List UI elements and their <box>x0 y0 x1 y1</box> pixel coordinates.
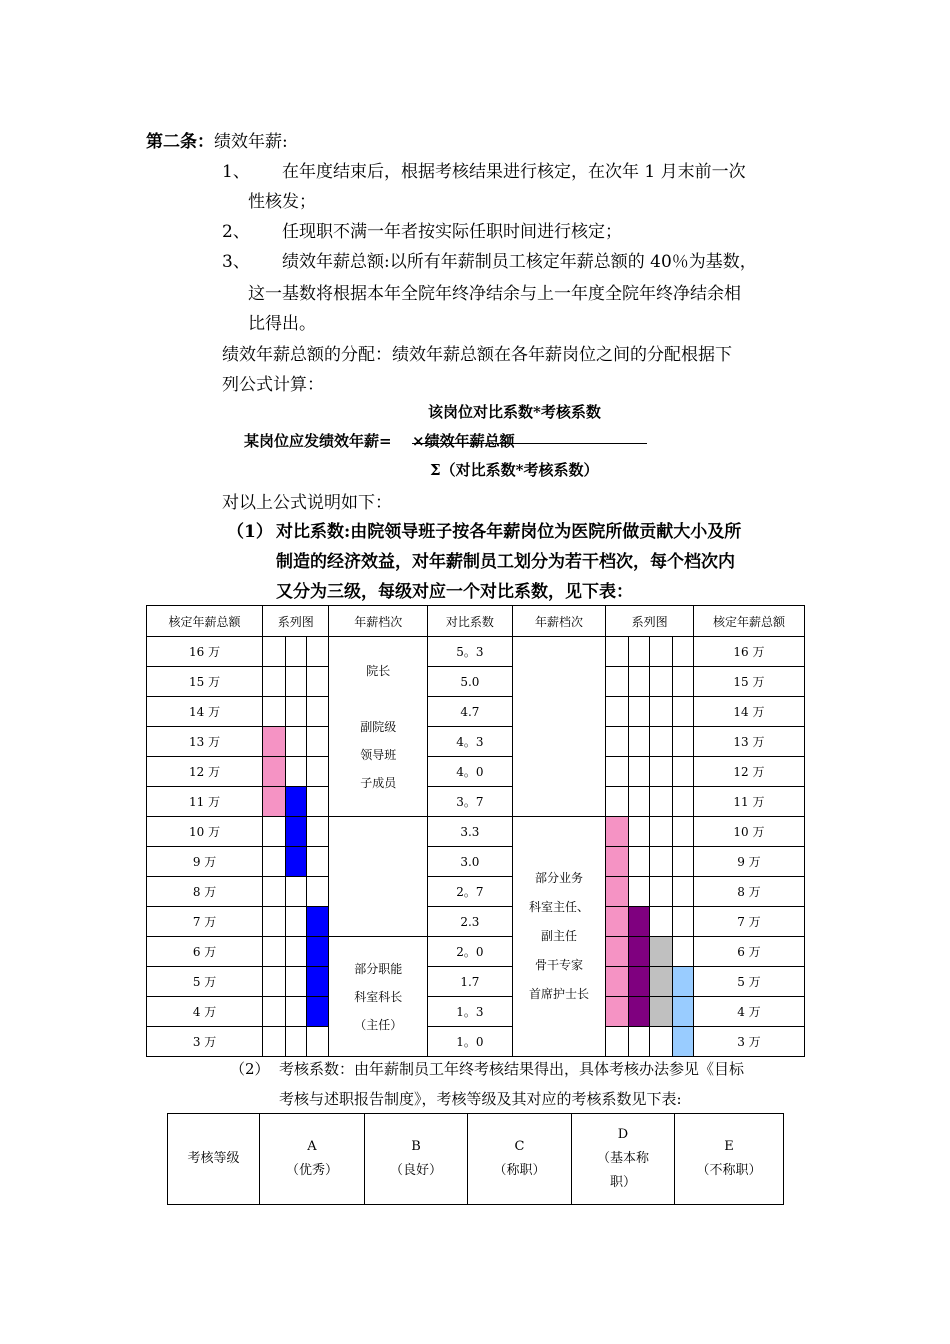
series-bar-pink <box>606 817 628 847</box>
series-bar-blue <box>285 847 306 877</box>
series-bar-blue <box>285 817 306 847</box>
row-coefficient: 4。0 <box>428 757 513 787</box>
series-cell <box>606 1027 628 1057</box>
series-cell <box>285 1027 306 1057</box>
header-grade-right: 年薪档次 <box>512 606 606 637</box>
series-cell <box>650 667 672 697</box>
row-left-amount: 3 万 <box>147 1027 263 1057</box>
series-cell <box>628 667 649 697</box>
row-right-amount: 16 万 <box>693 637 804 667</box>
series-cell <box>263 1027 285 1057</box>
coefficient-table <box>146 605 805 1057</box>
series-cell <box>285 997 306 1027</box>
series-cell <box>650 817 672 847</box>
series-cell <box>285 667 306 697</box>
business-line: 骨干专家 <box>534 958 583 972</box>
business-line: 科室主任、 <box>528 900 589 914</box>
series-cell <box>285 697 306 727</box>
series-cell <box>672 817 693 847</box>
series-cell <box>606 727 628 757</box>
row-right-amount: 8 万 <box>693 877 804 907</box>
leader-line: 副院级 <box>360 719 397 734</box>
series-cell <box>285 637 306 667</box>
series-cell <box>263 907 285 937</box>
row-right-amount: 12 万 <box>693 757 804 787</box>
series-cell <box>650 727 672 757</box>
row-left-amount: 7 万 <box>147 907 263 937</box>
series-cell <box>306 817 328 847</box>
row-coefficient: 3.3 <box>428 817 513 847</box>
business-line: 首席护士长 <box>528 987 589 1001</box>
grade-letter: D <box>617 1127 629 1142</box>
grade-d-cell <box>572 1114 675 1205</box>
row-coefficient: 3.0 <box>428 847 513 877</box>
row-coefficient: 2。7 <box>428 877 513 907</box>
row-coefficient: 5。3 <box>428 637 513 667</box>
leader-group-cell <box>329 637 428 817</box>
series-cell <box>263 937 285 967</box>
header-coefficient: 对比系数 <box>428 606 513 637</box>
series-bar-purple <box>628 937 649 967</box>
row-right-amount: 11 万 <box>693 787 804 817</box>
formula-lhs: 某岗位应发绩效年薪= <box>244 432 392 450</box>
assessment-grade-table <box>167 1113 784 1205</box>
grade-desc: （不称职） <box>696 1163 762 1178</box>
distribution-line1: 绩效年薪总额的分配：绩效年薪总额在各年薪岗位之间的分配根据下 <box>222 345 732 365</box>
series-cell <box>263 697 285 727</box>
item-3-line3: 比得出。 <box>248 314 316 334</box>
business-group-cell <box>512 817 606 1057</box>
series-cell <box>263 967 285 997</box>
series-cell <box>606 667 628 697</box>
series-cell <box>628 877 649 907</box>
series-cell <box>672 757 693 787</box>
grade-label-cell: 考核等级 <box>168 1114 260 1205</box>
row-right-amount: 15 万 <box>693 667 804 697</box>
leader-line: 院长 <box>366 663 391 678</box>
series-cell <box>285 937 306 967</box>
grade-desc: （基本称 <box>596 1151 649 1166</box>
series-bar-blue <box>285 787 306 817</box>
series-cell <box>672 637 693 667</box>
series-cell <box>306 697 328 727</box>
series-cell <box>263 637 285 667</box>
item-1-line2: 性核发； <box>248 192 316 212</box>
grade-desc: （良好） <box>389 1163 442 1178</box>
series-bar-pink <box>263 757 285 787</box>
row-right-amount: 5 万 <box>693 967 804 997</box>
row-coefficient: 4。3 <box>428 727 513 757</box>
header-annual-total-right: 核定年薪总额 <box>693 606 804 637</box>
row-left-amount: 14 万 <box>147 697 263 727</box>
series-cell <box>263 847 285 877</box>
item-3-line2: 这一基数将根据本年全院年终净结余与上一年度全院年终净结余相 <box>248 284 741 304</box>
series-cell <box>672 727 693 757</box>
row-right-amount: 13 万 <box>693 727 804 757</box>
series-cell <box>650 1027 672 1057</box>
row-left-amount: 15 万 <box>147 667 263 697</box>
row-coefficient: 2。0 <box>428 937 513 967</box>
series-cell <box>263 997 285 1027</box>
row-left-amount: 11 万 <box>147 787 263 817</box>
series-cell <box>672 847 693 877</box>
item-2-num: 2、 <box>222 222 250 242</box>
row-left-amount: 4 万 <box>147 997 263 1027</box>
series-cell <box>628 817 649 847</box>
header-annual-total-left: 核定年薪总额 <box>147 606 263 637</box>
series-cell <box>285 757 306 787</box>
item-3-line1: 绩效年薪总额:以所有年薪制员工核定年薪总额的 40％为基数， <box>282 252 757 272</box>
distribution-line2: 列公式计算： <box>222 375 324 395</box>
row-left-amount: 5 万 <box>147 967 263 997</box>
series-cell <box>672 937 693 967</box>
series-cell <box>306 877 328 907</box>
formula-numerator: 该岗位对比系数*考核系数 <box>428 403 601 421</box>
series-cell <box>628 1027 649 1057</box>
row-left-amount: 9 万 <box>147 847 263 877</box>
row-left-amount: 10 万 <box>147 817 263 847</box>
series-cell <box>306 787 328 817</box>
series-bar-blue <box>306 937 328 967</box>
series-bar-pink <box>606 847 628 877</box>
grade-desc: （称职） <box>493 1163 546 1178</box>
grade-desc: （优秀） <box>285 1163 338 1178</box>
leader-line: 领导班 <box>360 747 397 762</box>
series-bar-pink <box>263 727 285 757</box>
explain-p1-line1: 对比系数:由院领导班子按各年薪岗位为医院所做贡献大小及所 <box>276 522 742 542</box>
header-series-right: 系列图 <box>606 606 694 637</box>
grade-right-empty-cell <box>512 637 606 817</box>
grade-letter: C <box>514 1139 525 1154</box>
series-bar-gray <box>650 937 672 967</box>
explain-p2-line1: 考核系数：由年薪制员工年终考核结果得出，具体考核办法参见《目标 <box>279 1060 745 1078</box>
grade-letter: E <box>724 1139 734 1154</box>
row-left-amount: 13 万 <box>147 727 263 757</box>
series-bar-purple <box>628 907 649 937</box>
series-bar-blue <box>306 907 328 937</box>
row-left-amount: 6 万 <box>147 937 263 967</box>
series-bar-light-blue <box>672 967 693 997</box>
series-cell <box>628 787 649 817</box>
row-coefficient: 1。3 <box>428 997 513 1027</box>
series-cell <box>263 877 285 907</box>
series-cell <box>285 967 306 997</box>
explain-p1-num: （1） <box>227 522 273 542</box>
explain-intro: 对以上公式说明如下： <box>222 493 392 513</box>
series-cell <box>306 757 328 787</box>
series-bar-gray <box>650 967 672 997</box>
row-right-amount: 7 万 <box>693 907 804 937</box>
row-right-amount: 9 万 <box>693 847 804 877</box>
series-cell <box>285 727 306 757</box>
leader-line <box>329 685 427 713</box>
item-1-num: 1、 <box>222 162 250 182</box>
series-bar-pink <box>606 877 628 907</box>
series-bar-pink <box>606 967 628 997</box>
formula-times-total: ×绩效年薪总额 <box>412 432 515 450</box>
formula-fraction-bar <box>412 443 647 444</box>
item-1-line1: 在年度结束后，根据考核结果进行核定，在次年 1 月末前一次 <box>282 162 746 182</box>
row-left-amount: 12 万 <box>147 757 263 787</box>
row-left-amount: 16 万 <box>147 637 263 667</box>
row-left-amount: 8 万 <box>147 877 263 907</box>
series-cell <box>628 757 649 787</box>
business-line: 部分业务 <box>534 871 583 885</box>
header-series-left: 系列图 <box>263 606 329 637</box>
series-cell <box>650 697 672 727</box>
section-head-line: 科室科长 <box>354 989 403 1004</box>
series-cell <box>306 667 328 697</box>
series-cell <box>650 757 672 787</box>
series-cell <box>306 727 328 757</box>
series-bar-pink <box>606 937 628 967</box>
series-cell <box>306 847 328 877</box>
series-bar-gray <box>650 997 672 1027</box>
series-cell <box>650 877 672 907</box>
item-3-num: 3、 <box>222 252 250 272</box>
series-cell <box>672 697 693 727</box>
row-right-amount: 6 万 <box>693 937 804 967</box>
series-cell <box>263 817 285 847</box>
leader-line: 子成员 <box>360 775 397 790</box>
series-cell <box>285 907 306 937</box>
series-cell <box>650 787 672 817</box>
series-cell <box>628 637 649 667</box>
series-bar-pink <box>263 787 285 817</box>
series-cell <box>628 697 649 727</box>
series-bar-pink <box>606 907 628 937</box>
row-right-amount: 3 万 <box>693 1027 804 1057</box>
series-cell <box>606 637 628 667</box>
grade-letter: B <box>411 1139 421 1154</box>
series-cell <box>606 697 628 727</box>
business-line: 副主任 <box>540 929 577 943</box>
series-cell <box>650 847 672 877</box>
series-cell <box>672 877 693 907</box>
row-right-amount: 4 万 <box>693 997 804 1027</box>
series-bar-blue <box>306 967 328 997</box>
series-cell <box>650 637 672 667</box>
series-cell <box>306 1027 328 1057</box>
series-cell <box>263 667 285 697</box>
series-bar-light-blue <box>672 997 693 1027</box>
grade-c-cell <box>468 1114 572 1205</box>
section-head-line: 部分职能 <box>354 961 403 976</box>
series-cell <box>306 637 328 667</box>
grade-desc-cont: 职） <box>609 1175 636 1190</box>
article-heading-line <box>146 127 288 152</box>
series-cell <box>650 907 672 937</box>
grade-b-cell <box>365 1114 468 1205</box>
item-2-line1: 任现职不满一年者按实际任职时间进行核定； <box>282 222 622 242</box>
series-cell <box>285 877 306 907</box>
series-bar-pink <box>606 997 628 1027</box>
grade-a-cell <box>260 1114 365 1205</box>
series-bar-light-blue <box>672 1027 693 1057</box>
section-head-group-cell <box>329 937 428 1057</box>
article-title: 绩效年薪: <box>214 132 288 152</box>
series-cell <box>628 847 649 877</box>
article-number: 第二条： <box>146 132 214 152</box>
formula-denominator: Σ（对比系数*考核系数） <box>430 461 599 479</box>
series-bar-purple <box>628 997 649 1027</box>
explain-p2-num: （2） <box>230 1060 270 1078</box>
grade-letter: A <box>307 1139 317 1154</box>
explain-p1-line2: 制造的经济效益，对年薪制员工划分为若干档次，每个档次内 <box>276 552 735 572</box>
explain-p1-line3: 又分为三级，每级对应一个对比系数，见下表： <box>276 582 633 602</box>
row-coefficient: 1.7 <box>428 967 513 997</box>
series-bar-purple <box>628 967 649 997</box>
row-coefficient: 1。0 <box>428 1027 513 1057</box>
series-cell <box>672 667 693 697</box>
row-coefficient: 4.7 <box>428 697 513 727</box>
explain-p2-line2: 考核与述职报告制度》，考核等级及其对应的考核系数见下表: <box>279 1090 682 1108</box>
series-cell <box>672 787 693 817</box>
row-coefficient: 2.3 <box>428 907 513 937</box>
series-cell <box>606 757 628 787</box>
row-coefficient: 5.0 <box>428 667 513 697</box>
series-cell <box>628 727 649 757</box>
row-right-amount: 10 万 <box>693 817 804 847</box>
series-cell <box>606 787 628 817</box>
grade-e-cell <box>675 1114 784 1205</box>
series-bar-blue <box>306 997 328 1027</box>
header-grade-left: 年薪档次 <box>329 606 428 637</box>
series-cell <box>672 907 693 937</box>
row-coefficient: 3。7 <box>428 787 513 817</box>
section-head-line: （主任） <box>354 1017 403 1032</box>
row-right-amount: 14 万 <box>693 697 804 727</box>
leader-lower-empty-cell <box>329 817 428 937</box>
